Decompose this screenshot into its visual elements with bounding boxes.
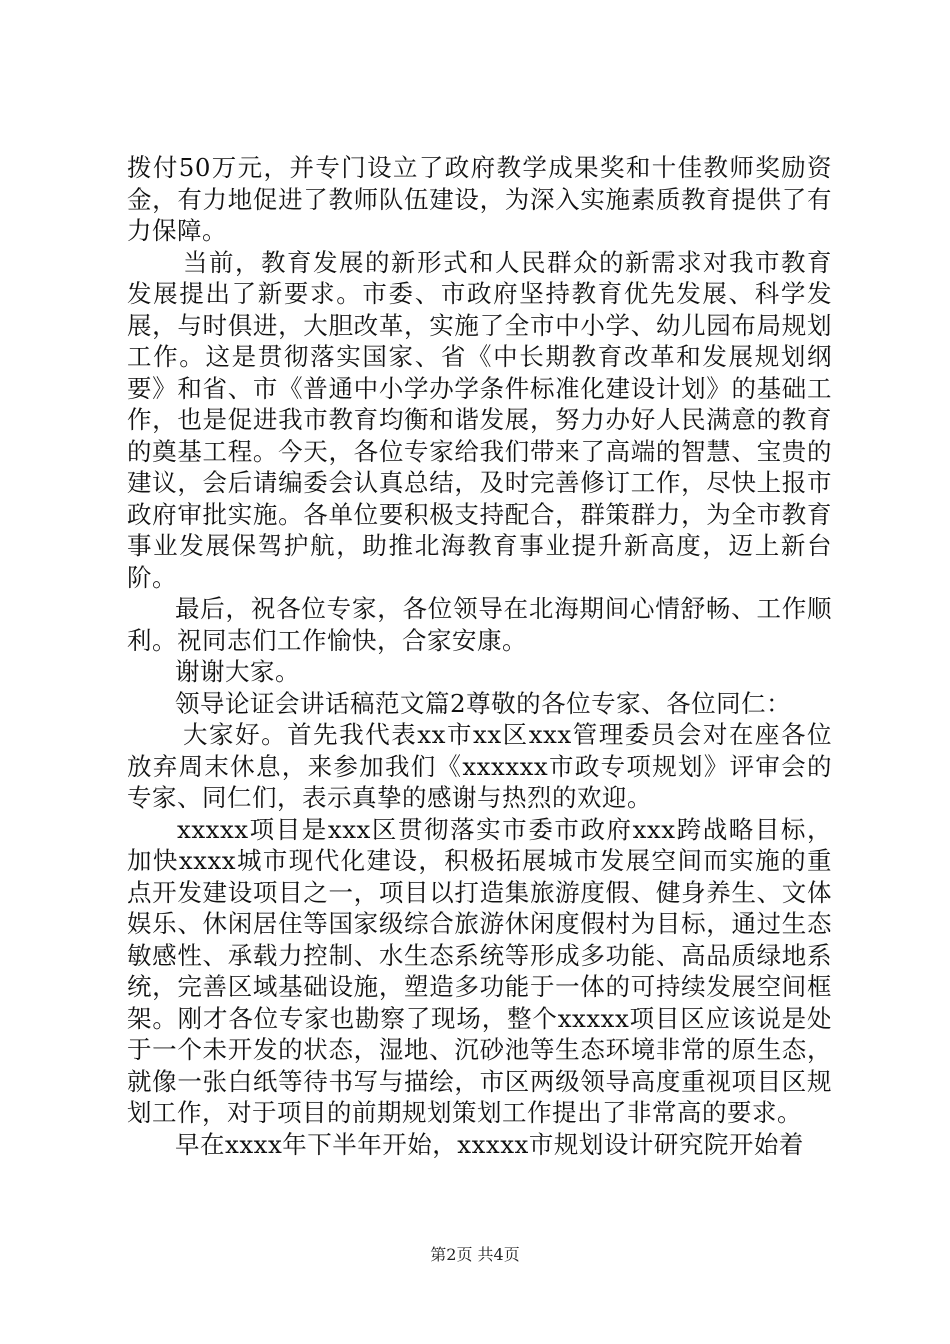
document-body [127,152,832,1160]
paragraph-current-situation: 当前，教育发展的新形式和人民群众的新需求对我市教育发展提出了新要求。市委、市政府坚持教育优先发展、科学发展，与时俱进，大胆改革，实施了全市中小学、幼儿园布局规划工作。这是贯彻落实国家、省《中长期教育改革和发展规划纲要》和省、市《普通中小学办学条件标准化建设计划》的基础工作，也是促进我市教育均衡和谐发展，努力办好人民满意的教育的奠基工程。今天，各位专家给我们带来了高端的智慧、宝贵的建议，会后请编委会认真总结，及时完善修订工作，尽快上报市政府审批实施。各单位要积极支持配合，群策群力，为全市教育事业发展保驾护航，助推北海教育事业提升新高度，迈上新台阶。 [127,247,832,592]
paragraph-planning-start: 早在xxxx年下半年开始，xxxxx市规划设计研究院开始着 [175,1129,804,1159]
paragraph-closing-wishes: 最后，祝各位专家，各位领导在北海期间心情舒畅、工作顺利。祝同志们工作愉快，合家安康。 [127,594,832,655]
paragraph-thanks: 谢谢大家。 [175,657,300,686]
paragraph-greeting: 大家好。首先我代表xx市xx区xxx管理委员会对在座各位放弃周末休息，来参加我们《xxxxxx市政专项规划》评审会的专家、同仁们，表示真挚的感谢与热烈的欢迎。 [127,720,832,812]
paragraph-project-overview: xxxxx项目是xxx区贯彻落实市委市政府xxx跨战略目标，加快xxxx城市现代化建设，积极拓展城市发展空间而实施的重点开发建设项目之一，项目以打造集旅游度假、健身养生、文体娱乐、休闲居住等国家级综合旅游休闲度假村为目标，通过生态敏感性、承载力控制、水生态系统等形成多功能、高品质绿地系统，完善区域基础设施，塑造多功能于一体的可持续发展空间框架。刚才各位专家也勘察了现场，整个xxxxx项目区应该说是处于一个未开发的状态，湿地、沉砂池等生态环境非常的原生态，就像一张白纸等待书写与描绘，市区两级领导高度重视项目区规划工作，对于项目的前期规划策划工作提出了非常高的要求。 [127,814,832,1127]
paragraph-funding: 拨付50万元，并专门设立了政府教学成果奖和十佳教师奖励资金，有力地促进了教师队伍建设，为深入实施素质教育提供了有力保障。 [127,153,832,245]
page-footer: 第2页 共4页 [430,1245,520,1264]
paragraph-section-heading: 领导论证会讲话稿范文篇2尊敬的各位专家、各位同仁： [175,688,792,718]
